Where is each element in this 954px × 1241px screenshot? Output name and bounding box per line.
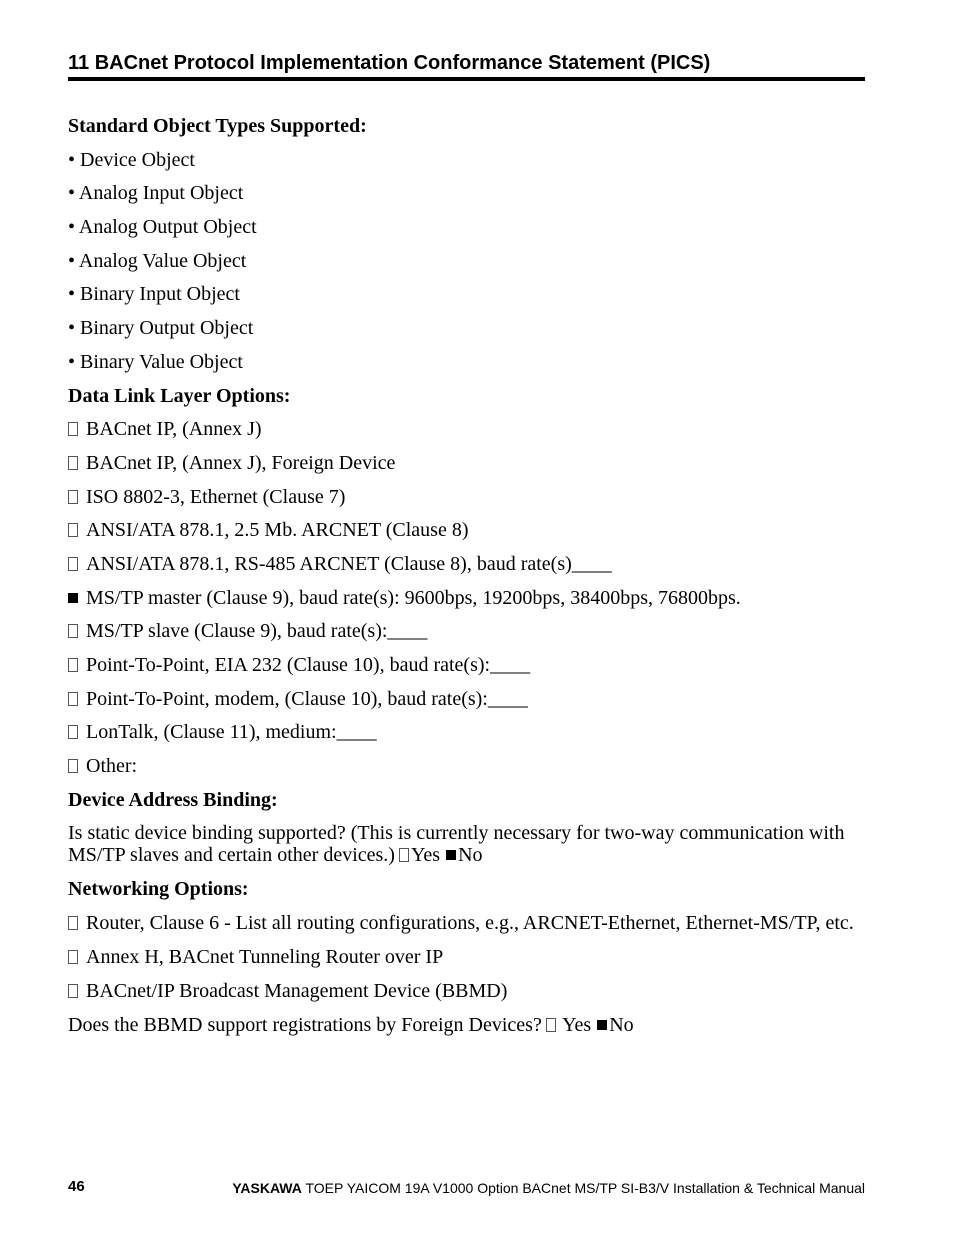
checked-box-icon [68,593,78,603]
unchecked-box-icon [68,624,78,638]
object-type-item: • Analog Input Object [68,182,244,205]
object-type-item: • Analog Value Object [68,249,247,272]
page-number: 46 [68,1178,85,1195]
networking-option [68,912,868,934]
object-type-item: • Binary Input Object [68,283,240,306]
unchecked-box-icon [68,557,78,571]
yes-label: Yes [562,1013,592,1036]
unchecked-box-icon [68,916,78,930]
networking-option [68,946,868,980]
unchecked-box-icon [68,725,78,739]
object-type-item: • Device Object [68,148,195,171]
object-type-item: • Binary Output Object [68,317,254,340]
data-link-option-label: MS/TP slave (Clause 9), baud rate(s):____ [86,620,428,643]
no-label: No [609,1013,634,1036]
unchecked-box-icon [399,848,409,862]
footer-brand: YASKAWA [232,1180,302,1196]
data-link-option [68,587,868,621]
unchecked-box-icon [68,950,78,964]
data-link-option [68,755,868,789]
object-types-heading: Standard Object Types Supported: [68,115,367,137]
data-link-option-label: ISO 8802-3, Ethernet (Clause 7) [86,485,346,508]
no-label: No [458,844,483,867]
data-link-option-label: ANSI/ATA 878.1, 2.5 Mb. ARCNET (Clause 8) [86,519,469,542]
unchecked-box-icon [68,523,78,537]
footer-manual-title [232,1180,865,1196]
object-type-item: • Analog Output Object [68,216,257,239]
checked-box-icon [446,850,456,860]
networking-option [68,980,868,1014]
data-link-option [68,721,868,755]
unchecked-box-icon [68,759,78,773]
pics-content [68,115,868,1047]
bbmd-question: Does the BBMD support registrations by Foreign Devices? [68,1013,542,1036]
data-link-option-label: ANSI/ATA 878.1, RS-485 ARCNET (Clause 8), baud rate(s)____ [86,552,612,575]
data-link-option [68,688,868,722]
networking-heading: Networking Options: [68,878,249,901]
data-link-option-label: Point-To-Point, modem, (Clause 10), baud rate(s):____ [86,687,528,710]
address-binding-question: Is static device binding supported? (This is currently necessary for two-way communication with MS/TP slaves and certain other devices.) [68,822,845,867]
data-link-heading: Data Link Layer Options: [68,384,291,407]
data-link-option [68,620,868,654]
data-link-option-label: MS/TP master (Clause 9), baud rate(s): 9600bps, 19200bps, 38400bps, 76800bps. [86,586,741,609]
data-link-option-label: BACnet IP, (Annex J), Foreign Device [86,451,396,474]
data-link-option-label: LonTalk, (Clause 11), medium:____ [86,721,377,744]
checked-box-icon [597,1020,607,1030]
networking-option-label: Annex H, BACnet Tunneling Router over IP [86,946,444,969]
unchecked-box-icon [68,490,78,504]
data-link-option [68,418,868,452]
data-link-option-label: Point-To-Point, EIA 232 (Clause 10), baud rate(s):____ [86,654,531,676]
data-link-option [68,553,868,587]
networking-option-label: BACnet/IP Broadcast Management Device (BBMD) [86,979,508,1002]
unchecked-box-icon [546,1018,556,1032]
bbmd-question-line [68,1014,868,1048]
data-link-option-label: BACnet IP, (Annex J) [86,418,262,441]
footer-manual-name: TOEP YAICOM 19A V1000 Option BACnet MS/TP SI-B3/V Installation & Technical Manual [305,1180,865,1196]
unchecked-box-icon [68,658,78,672]
unchecked-box-icon [68,456,78,470]
unchecked-box-icon [68,984,78,998]
data-link-option [68,654,868,688]
header-rule [68,77,865,81]
address-binding-heading: Device Address Binding: [68,788,278,811]
networking-option-label: Router, Clause 6 - List all routing configurations, e.g., ARCNET-Ethernet, Ethernet-MS/TP, etc. [86,912,854,935]
unchecked-box-icon [68,692,78,706]
data-link-option [68,519,868,553]
address-binding-text [68,822,868,866]
data-link-option [68,486,868,520]
yes-label: Yes [410,844,441,867]
data-link-option [68,452,868,486]
unchecked-box-icon [68,422,78,436]
section-title: 11 BACnet Protocol Implementation Conformance Statement (PICS) [68,52,711,74]
object-type-item: • Binary Value Object [68,350,243,373]
data-link-option-label: Other: [86,755,138,778]
